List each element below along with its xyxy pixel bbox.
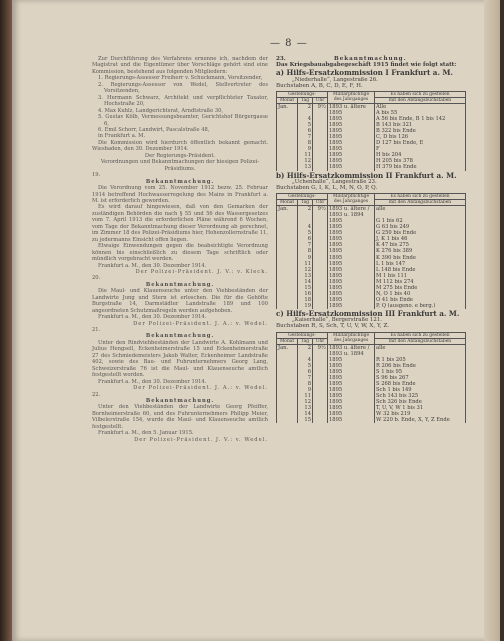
table-cell: 7 <box>298 375 313 381</box>
table-cell: H 205 bis 378 <box>375 158 466 164</box>
table-cell: 6 <box>298 236 313 242</box>
table-header-cell: Militärpflichtige des Jahrganges <box>328 332 375 344</box>
text-paragraph: Es wird darauf hingewiesen, daß von den Gemarken der zuständigen Behörden die nach § 55 und 56 des Wassergesetzes vom 7. April 1913 die erforderlichen Pläne während 6 Wochen, vom Tage der Bekanntmachung dieser Verordnung ab gerechnet, im Zimmer 18 des Polizei-Präsidiums hier, Hohenzollernstraße 11, zu jedermanns Einsicht offen liegen. <box>92 204 268 243</box>
table-header-cell: Es haben sich zu gestellen <box>375 332 466 338</box>
table-cell: 1895 <box>328 116 375 122</box>
table-header-cell: Gestellungs- <box>277 92 328 98</box>
text-paragraph: Die Verordnung vom 25. November 1912 bezw. 25. Februar 1914 betreffend Hochwasserregelung des Mains in Frankfurt a. M. ist erforderlich geworden. <box>92 185 268 204</box>
table-cell: 19 <box>298 303 313 309</box>
table-cell: 9 <box>298 146 313 152</box>
table-cell: 5 <box>298 363 313 369</box>
table-cell <box>277 164 298 170</box>
table-cell: Sch 1 bis 149 <box>375 387 466 393</box>
text-paragraph: Frankfurt a. M., den 30. Dezember 1914. <box>98 262 207 269</box>
table-cell: 9½ <box>313 206 328 219</box>
table-cell: 11 <box>298 393 313 399</box>
table-cell: 12 <box>298 267 313 273</box>
table-cell: 9 <box>298 387 313 393</box>
text-paragraph: Die Kommission wird hierdurch öffentlich bekannt gemacht. Wiesbaden, den 30. Dezember 1914. <box>92 139 268 153</box>
table-header-cell: Tag <box>298 200 313 206</box>
notice-intro: Das Kriegsbauabgabegeschäft 1915 findet wie folgt statt: <box>276 62 457 69</box>
table-cell: C, D bis 126 <box>375 134 466 140</box>
table-cell: G 63 bis 249 <box>375 224 466 230</box>
notice-number: 20. <box>92 275 101 282</box>
table-cell: W 32 bis 219 <box>375 411 466 417</box>
table-cell: 1895 <box>328 261 375 267</box>
table-cell: O 41 bis Ende <box>375 297 466 303</box>
table-cell: S 1 bis 95 <box>375 369 466 375</box>
table-cell: 4 <box>298 357 313 363</box>
text-paragraph: 2. Regierungs-Assessor von Wedel, Stellvertreter des Vorsitzenden, <box>98 81 268 95</box>
table-cell: 1895 <box>328 285 375 291</box>
table-cell: 2 <box>298 344 313 357</box>
table-cell: S 268 bis Ende <box>375 381 466 387</box>
table-cell: 1895 <box>328 369 375 375</box>
table-row <box>277 417 466 423</box>
table-cell: 2 <box>298 104 313 111</box>
signature-line: Der Polizei-Präsident. J. V.: v. Wedel. <box>134 436 268 443</box>
text-paragraph: in Frankfurt a. M. <box>98 133 146 140</box>
text-paragraph: Frankfurt a. M., den 5. Januar 1915. <box>98 430 194 437</box>
text-paragraph: Frankfurt a. M., den 30. Dezember 1914. <box>98 378 207 385</box>
table-cell: M 1 bis 111 <box>375 273 466 279</box>
table-cell: 1895 <box>328 110 375 116</box>
text-paragraph: Zur Durchführung des Verfahrens ernenne ich, nachdem der Magistrat und die Eigentümer über Vorschläge gehört sind eine Kommission, bestehend aus folgenden Mitgliedern: <box>92 56 268 75</box>
table-cell: B 322 bis Ende <box>375 128 466 134</box>
table-cell: 1895 <box>328 267 375 273</box>
table-cell: 1895 <box>328 393 375 399</box>
table-header-cell: Monat <box>277 98 298 104</box>
table-cell: M 112 bis 274 <box>375 279 466 285</box>
table-cell: 16 <box>298 291 313 297</box>
table-cell: 1893 u. ältere / 1893 u. 1894 <box>328 344 375 357</box>
text-paragraph: Unter den Viehbeständen der Landwirte Georg Pfeiffer, Bornheimerstraße 60, und des Fuhrunternehmers Philipp Meier, Vilbelerstraße 154, wurde die Maul- und Klauenseuche amtlich festgestellt. <box>92 404 268 430</box>
table-cell: 1895 <box>328 140 375 146</box>
table-cell: 1895 <box>328 291 375 297</box>
notice-number: 23. <box>276 56 286 62</box>
table-header-cell: Uhr <box>313 200 328 206</box>
table-cell: alle <box>375 344 466 357</box>
signature-line: Der Polizei-Präsident. J. V.: v. Kleck. <box>135 268 268 275</box>
table-cell: A bis 55 <box>375 110 466 116</box>
table-cell: 1895 <box>328 279 375 285</box>
table-cell: 1895 <box>328 363 375 369</box>
table-cell: Sch 326 bis Ende <box>375 399 466 405</box>
table-cell: M 275 bis Ende <box>375 285 466 291</box>
commission-venue: „Uchenhalle“, Langestraße 23. <box>292 178 377 185</box>
table-header-cell: Gestellungs- <box>277 332 328 338</box>
table-cell: 1895 <box>328 248 375 254</box>
table-cell <box>313 164 328 170</box>
table-cell: K 276 bis 389 <box>375 248 466 254</box>
table-cell: 8 <box>298 140 313 146</box>
notice-number: 22. <box>92 391 101 398</box>
table-cell: N, O 1 bis 40 <box>375 291 466 297</box>
text-paragraph: Verordnungen und Bekanntmachungen der hiesigen Polizei-Präsidiums. <box>100 159 260 172</box>
table-header-cell: Gestellungs- <box>277 194 328 200</box>
table-header-cell: Militärpflichtige des Jahrganges <box>328 194 375 206</box>
table-cell: 11 <box>298 152 313 158</box>
notice-number: 19. <box>92 172 101 179</box>
book-binding <box>0 0 12 641</box>
table-cell: 8 <box>298 381 313 387</box>
text-paragraph: 6. Emil Schorr, Landwirt, Pascalstraße 48, <box>98 126 210 133</box>
signature-line: Der Polizei-Präsident. J. A.: v. Wedel. <box>133 385 268 392</box>
table-cell: 6 <box>298 369 313 375</box>
notice-number: 21. <box>92 327 101 334</box>
table-cell: R 1 bis 205 <box>375 357 466 363</box>
commission-letters: Buchstaben A, B, C, D, E, F, H. <box>276 82 363 89</box>
table-header-cell: Militärpflichtige des Jahrganges <box>328 92 375 104</box>
notice-heading: Bekanntmachung. <box>145 333 215 340</box>
table-cell: 1895 <box>328 303 375 309</box>
table-cell <box>313 417 328 423</box>
table-cell: 1895 <box>328 224 375 230</box>
table-cell: J, K 1 bis 46 <box>375 236 466 242</box>
table-cell <box>277 417 298 423</box>
table-cell: T, U, V, W 1 bis 31 <box>375 405 466 411</box>
commission-blocks <box>276 70 466 423</box>
table-cell: 12 <box>298 399 313 405</box>
table-cell: 4 <box>298 116 313 122</box>
table-cell: 1895 <box>328 152 375 158</box>
table-header-cell: Es haben sich zu gestellen <box>375 92 466 98</box>
table-cell: B 143 bis 321 <box>375 122 466 128</box>
table-cell: 1895 <box>328 273 375 279</box>
table-row <box>277 344 466 357</box>
table-cell: W 220 b. Ende, X, Y, Z Ende <box>375 417 466 423</box>
table-cell: 13 <box>298 273 313 279</box>
table-cell: 14 <box>298 279 313 285</box>
table-cell: Alle <box>375 104 466 111</box>
notice-heading: Bekanntmachung. <box>145 398 215 405</box>
table-cell: 9½ <box>313 104 328 111</box>
table-cell: 1895 <box>328 230 375 236</box>
text-paragraph: Der Regierungs-Präsident. <box>144 152 216 159</box>
text-paragraph: 4. Max Kuhlz, Landgerichtsrat, Arndtstraße 30, <box>98 107 224 114</box>
schedule-table <box>276 332 466 424</box>
table-header-cell: Tag <box>298 98 313 104</box>
table-cell: 11 <box>298 261 313 267</box>
table-cell: 2 <box>298 206 313 219</box>
left-column <box>92 56 268 443</box>
text-paragraph: 5. Gustav Kölb, Vermessungsbeamter, Gerichtshof Bürgergasse 6, <box>98 114 268 127</box>
table-cell: Jan. <box>277 104 298 111</box>
table-cell: F <box>375 146 466 152</box>
table-cell: 13 <box>298 405 313 411</box>
commission-letters: Buchstaben G, I, K, L, M, N, O, P, Q. <box>276 184 378 191</box>
table-cell: 4 <box>298 224 313 230</box>
text-paragraph: Frankfurt a. M., den 30. Dezember 1914. <box>98 314 207 321</box>
table-cell: H bis 204 <box>375 152 466 158</box>
notice-heading: Bekanntmachung. <box>145 178 215 185</box>
commission-venue: „Kaiserhalle“, Bergerstraße 121. <box>292 317 382 324</box>
table-cell: Sch 143 bis 325 <box>375 393 466 399</box>
table-cell: Jan. <box>277 344 298 357</box>
table-cell: G 1 bis 62 <box>375 218 466 224</box>
table-cell: 1895 <box>328 381 375 387</box>
table-cell: D 127 bis Ende, E <box>375 140 466 146</box>
text-paragraph: 1. Regierungs-Assessor Freiherr v. Schuckmann, Vorsitzender, <box>98 75 263 82</box>
table-cell: 1895 <box>328 357 375 363</box>
table-cell: K 47 bis 275 <box>375 242 466 248</box>
table-cell: 1895 <box>328 417 375 423</box>
commission-heading: c) Hilfs-Ersatzkommission III Frankfurt a. M. <box>276 308 460 318</box>
table-row <box>277 164 466 170</box>
notice-heading: Bekanntmachung. <box>145 281 215 288</box>
table-cell: alle <box>375 206 466 219</box>
table-header-cell: Uhr <box>313 98 328 104</box>
commission-heading: a) Hilfs-Ersatzkommission I Frankfurt a. M. <box>276 68 453 78</box>
schedule-table <box>276 193 466 309</box>
table-header-cell: mit den Anfangsbuchstaben <box>375 200 466 206</box>
table-cell: S 96 bis 267 <box>375 375 466 381</box>
table-cell: G 250 bis Ende <box>375 230 466 236</box>
table-cell: P, Q (ausgeno. e berg.) <box>375 303 466 309</box>
table-cell: 9½ <box>313 344 328 357</box>
table-cell: 1895 <box>328 242 375 248</box>
table-cell: 1895 <box>328 128 375 134</box>
signature-line: Der Polizei-Präsident. J. A.: v. Wedel. <box>133 320 268 327</box>
table-cell: H 379 bis Ende <box>375 164 466 170</box>
table-cell: 1895 <box>328 387 375 393</box>
commission-letters: Buchstaben R, S, Sch, T, U, V, W, X, Y, Z. <box>276 323 390 330</box>
table-cell: 1895 <box>328 405 375 411</box>
table-cell: L 148 bis Ende <box>375 267 466 273</box>
table-cell: 7 <box>298 134 313 140</box>
table-cell: 1895 <box>328 375 375 381</box>
commission-heading: b) Hilfs-Ersatzkommission II Frankfurt a. M. <box>276 170 457 180</box>
table-header-cell: Uhr <box>313 338 328 344</box>
table-cell: 12 <box>298 158 313 164</box>
table-cell: 14 <box>298 411 313 417</box>
table-cell: 1895 <box>328 122 375 128</box>
text-paragraph: Etwaige Einwendungen gegen die beabsichtigte Verordnung können bis einschließlich zu diesem Tage schriftlich oder mündlich vorgebracht werden. <box>92 243 268 263</box>
table-cell: 1895 <box>328 255 375 261</box>
text-paragraph: Die Maul- und Klauenseuche unter den Viehbeständen der Landwirte Jung und Stern ist erloschen. Die für die Gehöfte Burgstraße 14, Darmstädter Landstraße 189 und 100 angeordneten Schutzmaßregeln werden aufgehoben. <box>92 288 268 314</box>
table-cell: L 1 bis 147 <box>375 261 466 267</box>
notice-title: Bekanntmachung. <box>334 56 407 62</box>
table-cell: 15 <box>298 285 313 291</box>
table-cell: 1895 <box>328 218 375 224</box>
table-cell: 7 <box>298 242 313 248</box>
table-cell: 9 <box>298 255 313 261</box>
table-row <box>277 206 466 219</box>
table-header-cell: mit den Anfangsbuchstaben <box>375 98 466 104</box>
table-header-cell: mit den Anfangsbuchstaben <box>375 338 466 344</box>
table-cell: A 56 bis Ende, B 1 bis 142 <box>375 116 466 122</box>
table-cell: Jan. <box>277 206 298 219</box>
table-header-cell: Es haben sich zu gestellen <box>375 194 466 200</box>
table-cell: 5 <box>298 230 313 236</box>
table-cell: 18 <box>298 297 313 303</box>
text-paragraph: Unter den Rindviehbeständen der Landwirte A. Kohlmann und Julius Hengsell, Eckenheimerstraße 15 und Eckenheimerstraße 27 des Schmiedemeisters Jakob Walter, Eckenheimer Landstraße 402, sowie des Bau- und Fuhrunternehmers Georg Lang, Schweizerstraße 76 ist die Maul- und Klauenseuche amtlich festgestellt worden. <box>92 339 268 379</box>
table-cell: 5 <box>298 122 313 128</box>
table-cell: 1895 <box>328 146 375 152</box>
table-cell: 1893 u. ältere / 1893 u. 1894 <box>328 206 375 219</box>
table-cell: 1895 <box>328 134 375 140</box>
table-header-cell: Tag <box>298 338 313 344</box>
table-cell: 13 <box>298 164 313 170</box>
page-number: — 8 — <box>270 38 308 49</box>
table-cell: 8 <box>298 248 313 254</box>
commission-venue: „Niederhalle“, Langestraße 26. <box>292 76 378 83</box>
table-header-cell: Monat <box>277 338 298 344</box>
table-cell: 1893 u. ältere <box>328 104 375 111</box>
table-cell: K 390 bis Ende <box>375 255 466 261</box>
right-column <box>276 56 466 423</box>
text-paragraph: 3. Hermann Schwarz, Architekt und verpflichteter Taxator, Hochstraße 20, <box>98 94 268 108</box>
table-cell: 1895 <box>328 297 375 303</box>
table-cell: R 206 bis Ende <box>375 363 466 369</box>
page-edge-shadow <box>484 0 500 641</box>
table-cell: 1895 <box>328 164 375 170</box>
table-cell: 6 <box>298 128 313 134</box>
table-cell: 1895 <box>328 399 375 405</box>
table-cell: 1895 <box>328 158 375 164</box>
table-cell: 1895 <box>328 236 375 242</box>
table-cell: 15 <box>298 417 313 423</box>
table-cell: 1895 <box>328 411 375 417</box>
table-header-cell: Monat <box>277 200 298 206</box>
schedule-table <box>276 91 466 171</box>
